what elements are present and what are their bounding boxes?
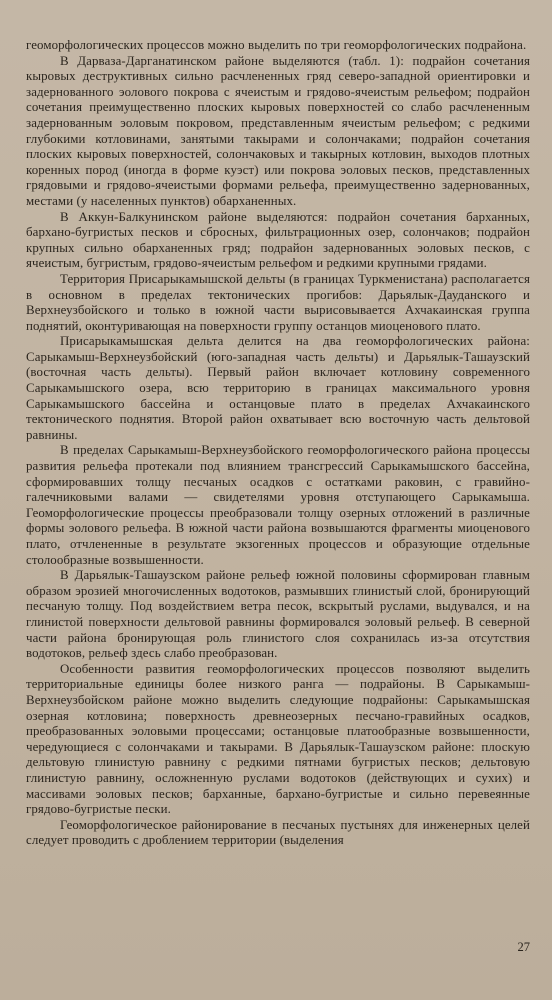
page-number: 27 [517,940,530,954]
paragraph-daryalyk: В Дарьялык-Ташаузском районе рельеф южной половины сформирован главным образом эрозией многочисленных водотоков, размывших глинистый слой, бронирующий песчаную толщу. Под воздействием ветра песок, вскрытый руслами, выдувался, и на глинистой поверхности дельтовой равнины формировался эоловый рельеф. В северной части района бронирующая роль глинистого слоя сохранилась из-за отсутствия водотоков, рельеф здесь слабо преобразован. [26,568,530,661]
paragraph-subregions: Особенности развития геоморфологических процессов позволяют выделить территориальные единицы более низкого ранга — подрайоны. В Сарыкамыш-Верхнеузбойском районе можно выделить следующие подрайоны: Сарыкамышская озерная котловина; поверхность древнеозерных песчано-гравийных осадков, преобразованных эоловыми процессами; останцовые платообразные возвышенности, чередующиеся с солончаками и такырами. В Дарьялык-Ташаузском районе: плоскую дельтовую глинистую равнину с редкими пятнами бугристых песков; дельтовую глинистую равнину, осложненную руслами водотоков (действующих и сухих) и массивами эоловых песков; барханные, бархано-бугристые и сильно перевеянные грядово-бугристые пески. [26,661,530,817]
body-text [26,38,530,849]
paragraph-sarykamysh: В пределах Сарыкамыш-Верхнеузбойского геоморфологического района процессы развития рельефа протекали под влиянием трансгрессий Сарыкамышского бассейна, сформировавших толщу песчаных осадков с остатками раковин, с гравийно-галечниковыми валами — свидетелями уровня отступающего Сарыкамыша. Геоморфологические процессы преобразовали толщу озерных отложений в различные формы эолового рельефа. В южной части района возвышаются фрагменты миоценового плато, отчлененные в результате экзогенных процессов и образующие отдельные столообразные возвышенности. [26,443,530,567]
paragraph-darvaza: В Дарваза-Дарганатинском районе выделяются (табл. 1): подрайон сочетания кыровых деструктивных сильно расчлененных гряд северо-западной ориентировки и задернованного эолового покрова с ячеистым и грядово-ячеистым рельефом; подрайон сочетания преимущественно плоских кыровых поверхностей со слабо расчлененным задернованным эоловым покровом, представленным ячеистым рельефом; с редкими глубокими котловинами, занятыми такырами и солончаками; подрайон сочетания плоских кыровых поверхностей, солончаковых и такырных котловин, выходов плотных коренных пород (иногда в форме куэст) или покрова эоловых песков, представленных грядовыми и грядово-ячеистыми формами рельефа, преимущественно задернованных, местами (у населенных пунктов) обарханенных. [26,53,530,208]
paragraph-final: Геоморфологическое районирование в песчаных пустынях для инженерных целей следует проводить с дроблением территории (выделения [26,817,530,848]
paragraph-continuation: геоморфологических процессов можно выделить по три геоморфологических подрайона. [26,38,527,52]
paragraph-territory: Территория Присарыкамышской дельты (в границах Туркменистана) располагается в основном в пределах тектонических прогибов: Дарьялык-Дауданского и Верхнеузбойского и только в южной части вырисовывается Ахчакаинская группа поднятий, оконтуривающая на поверхности группу останцов миоценового плато. [26,271,530,333]
paragraph-delta-regions: Присарыкамышская дельта делится на два геоморфологических района: Сарыкамыш-Верхнеузбойский (юго-западная часть дельты) и Дарьялык-Ташаузский (восточная часть дельты). Первый район включает котловину современного Сарыкамышского озера, всю территорию в границах максимального уровня Сарыкамышского бассейна и останцовые плато в пределах Ахчакаинского тектонического поднятия. Второй район охватывает всю восточную часть дельтовой равнины. [26,334,530,442]
paragraph-akkun: В Аккун-Балкунинском районе выделяются: подрайон сочетания барханных, бархано-бугристых песков и сбросных, фильтрационных озер, солончаков; подрайон крупных сильно обарханенных гряд; подрайон задернованных эоловых песков, с ячеистым, бугристым, грядово-ячеистым рельефом и редкими крупными грядами. [26,209,530,271]
